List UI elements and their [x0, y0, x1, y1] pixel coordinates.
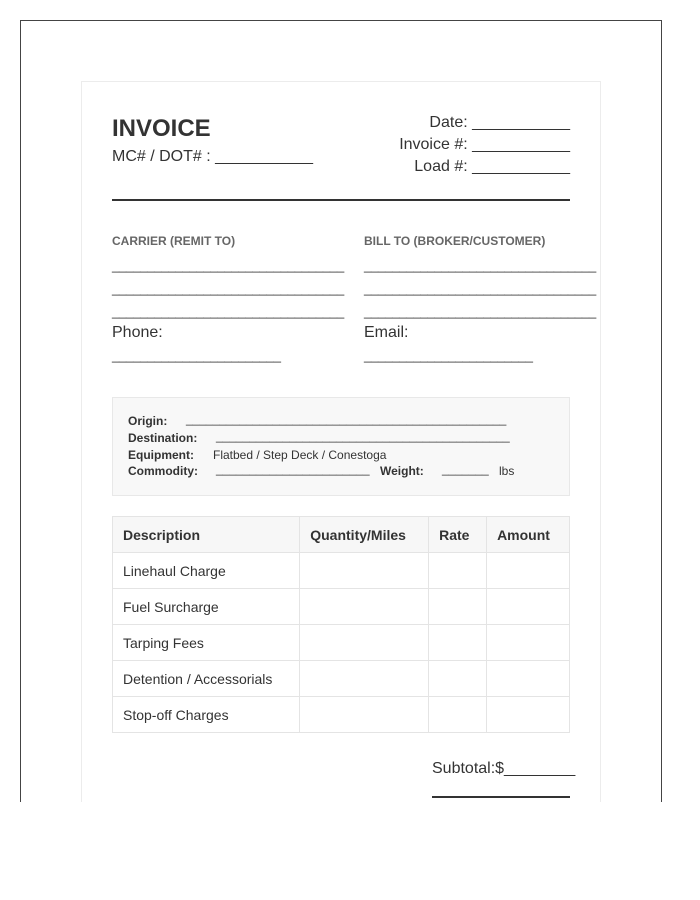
table-row — [113, 589, 570, 625]
row-quantity — [300, 553, 429, 589]
header-divider — [112, 199, 570, 201]
row-rate — [429, 625, 487, 661]
table-row — [113, 553, 570, 589]
commodity-line: _______________________ — [216, 462, 370, 476]
weight-line: _______ — [442, 462, 489, 476]
destination-label: Destination: — [128, 431, 198, 445]
origin-label: Origin: — [128, 414, 168, 428]
column-header-quantity: Quantity/Miles — [300, 517, 429, 553]
bill-to-line-2: _________________________________ — [364, 281, 596, 296]
row-rate — [429, 697, 487, 733]
load-number-field: Load #: ___________ — [414, 158, 570, 175]
column-header-description: Description — [113, 517, 300, 553]
mc-dot-field: MC# / DOT# : ___________ — [112, 148, 314, 165]
row-quantity — [300, 661, 429, 697]
row-rate — [429, 589, 487, 625]
row-quantity — [300, 589, 429, 625]
equipment-value: Flatbed / Step Deck / Conestoga — [213, 448, 387, 462]
destination-line: ____________________________________________ — [216, 429, 510, 443]
bill-to-line-1: _________________________________ — [364, 258, 596, 273]
weight-label: Weight: — [380, 464, 424, 478]
weight-unit: lbs — [499, 464, 515, 478]
row-rate — [429, 553, 487, 589]
row-description: Fuel Surcharge — [113, 589, 300, 625]
row-description: Tarping Fees — [113, 625, 300, 661]
column-header-rate: Rate — [429, 517, 487, 553]
row-amount — [487, 625, 570, 661]
row-description: Detention / Accessorials — [113, 661, 300, 697]
subtotal-field: Subtotal:$________ — [432, 760, 576, 777]
invoice-title: INVOICE — [112, 115, 211, 142]
carrier-line-2: _________________________________ — [112, 281, 344, 296]
email-label: Email: — [364, 324, 409, 341]
row-quantity — [300, 625, 429, 661]
invoice-number-field: Invoice #: ___________ — [399, 136, 570, 153]
subtotal-divider — [432, 796, 570, 798]
charges-table — [112, 516, 570, 733]
carrier-line-1: _________________________________ — [112, 258, 344, 273]
column-header-amount: Amount — [487, 517, 570, 553]
date-field: Date: ___________ — [429, 114, 570, 131]
row-rate — [429, 661, 487, 697]
bill-to-section-label: BILL TO (BROKER/CUSTOMER) — [364, 234, 546, 248]
row-description: Stop-off Charges — [113, 697, 300, 733]
equipment-label: Equipment: — [128, 448, 194, 462]
email-line: ________________________ — [364, 348, 533, 363]
carrier-section-label: CARRIER (REMIT TO) — [112, 234, 236, 248]
table-row — [113, 661, 570, 697]
origin-line: ________________________________________________ — [186, 412, 507, 426]
row-amount — [487, 553, 570, 589]
row-amount — [487, 697, 570, 733]
row-amount — [487, 661, 570, 697]
carrier-line-3: _________________________________ — [112, 304, 344, 319]
table-row — [113, 625, 570, 661]
row-quantity — [300, 697, 429, 733]
commodity-label: Commodity: — [128, 464, 198, 478]
table-header-row — [113, 517, 570, 553]
bill-to-line-3: _________________________________ — [364, 304, 596, 319]
row-description: Linehaul Charge — [113, 553, 300, 589]
phone-label: Phone: — [112, 324, 163, 341]
phone-line: ________________________ — [112, 348, 281, 363]
table-row — [113, 697, 570, 733]
row-amount — [487, 589, 570, 625]
